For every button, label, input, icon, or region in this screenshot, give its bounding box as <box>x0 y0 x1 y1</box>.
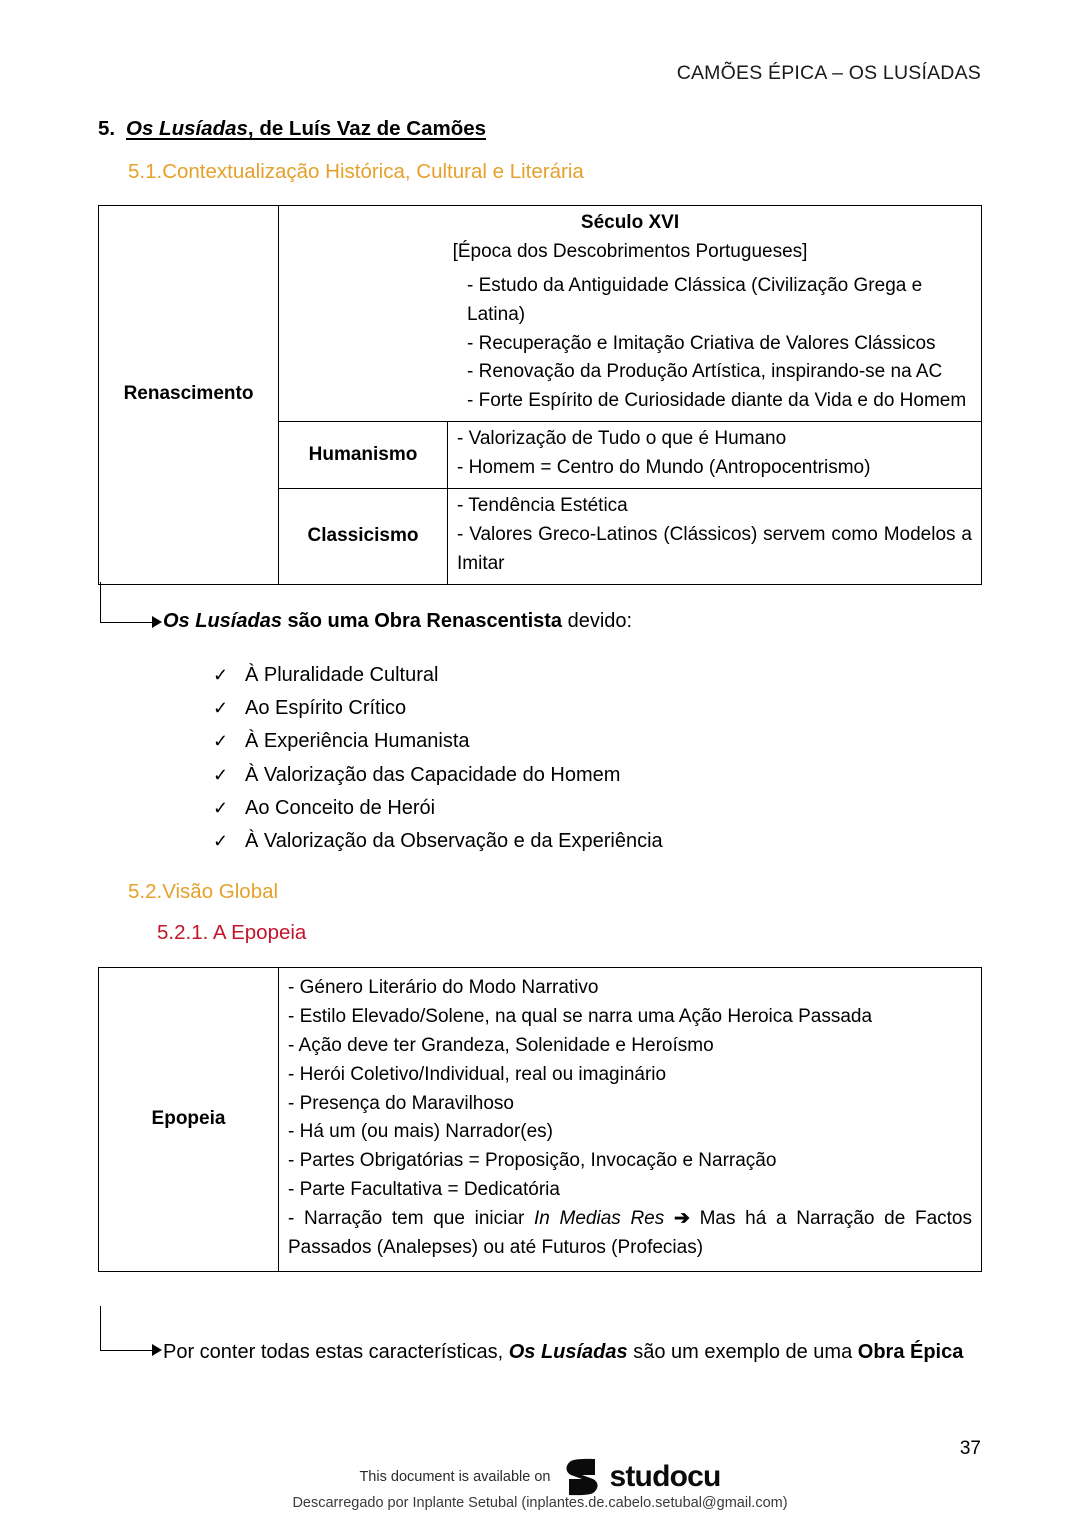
page-title <box>98 117 486 141</box>
epopeia-line: - Há um (ou mais) Narrador(es) <box>288 1121 553 1143</box>
check-icon: ✓ <box>213 731 229 752</box>
epopeia-line: - Estilo Elevado/Solene, na qual se narra uma Ação Heroica Passada <box>288 1005 873 1027</box>
arrow-right-icon: ➔ <box>673 1208 690 1229</box>
humanismo-line: - Homem = Centro do Mundo (Antropocentrismo) <box>457 457 871 478</box>
renascimento-line: - Estudo da Antiguidade Clássica (Civilização Grega e Latina) <box>467 274 923 325</box>
renascimento-main-title: Século XVI <box>580 212 680 233</box>
arrow-head-icon <box>152 616 162 628</box>
check-icon: ✓ <box>213 698 229 719</box>
renascimento-line: [Época dos Descobrimentos Portugueses] <box>452 240 808 262</box>
list-item-label: À Pluralidade Cultural <box>245 664 439 686</box>
running-header: CAMÕES ÉPICA – OS LUSÍADAS <box>676 62 981 84</box>
section-title-rest: , de Luís Vaz de Camões <box>247 117 487 140</box>
check-icon: ✓ <box>213 665 229 685</box>
studocu-brand-text: studocu <box>609 1460 721 1493</box>
table-epopeia <box>98 967 982 1272</box>
page-number: 37 <box>959 1438 981 1459</box>
table-row <box>99 206 982 422</box>
epopeia-line: - Partes Obrigatórias = Proposição, Invocação e Narração <box>288 1150 777 1172</box>
renascimento-line: - Forte Espírito de Curiosidade diante da Vida e do Homem <box>467 390 967 412</box>
callout-bold: são uma Obra Renascentista <box>281 610 563 632</box>
studocu-watermark <box>0 1455 1080 1499</box>
cell-label-renascimento: Renascimento <box>99 206 279 585</box>
callout-middle: são um exemplo de uma <box>627 1341 858 1363</box>
epopeia-suffix: Mas há a Narração de Factos Passados (Analepses) ou até Futuros (Profecias) <box>288 1208 972 1258</box>
list-item <box>213 659 663 692</box>
list-item <box>213 725 663 758</box>
epopeia-line-medias-res <box>288 1205 972 1263</box>
epopeia-line: - Género Literário do Modo Narrativo <box>288 977 599 998</box>
callout-epopeia <box>163 1336 981 1369</box>
heading-5-2-1: 5.2.1. A Epopeia <box>157 921 307 944</box>
studocu-mark-icon <box>562 1455 602 1499</box>
list-item-label: Ao Espírito Crítico <box>245 697 407 720</box>
cell-label-epopeia: Epopeia <box>99 968 279 1272</box>
list-item <box>213 692 663 725</box>
callout-plain: devido: <box>562 610 633 632</box>
arrow-head-icon <box>152 1344 162 1356</box>
classicismo-line: - Valores Greco-Latinos (Clássicos) servem como Modelos a Imitar <box>457 523 972 574</box>
studocu-logo <box>562 1455 720 1499</box>
list-item <box>213 825 663 858</box>
heading-5-2: 5.2.Visão Global <box>128 880 279 903</box>
epopeia-line: - Parte Facultativa = Dedicatória <box>288 1179 560 1201</box>
heading-5-1: 5.1.Contextualização Histórica, Cultural e Literária <box>128 160 584 183</box>
callout-bold-italic: Os Lusíadas <box>508 1341 628 1363</box>
cell-label-humanismo: Humanismo <box>279 422 448 489</box>
check-icon: ✓ <box>213 797 229 818</box>
classicismo-line: - Tendência Estética <box>457 494 628 516</box>
check-icon: ✓ <box>213 830 229 851</box>
list-item <box>213 759 663 792</box>
list-item-label: À Experiência Humanista <box>245 730 470 753</box>
connector-line-renascimento <box>100 582 155 623</box>
epopeia-line: - Presença do Maravilhoso <box>288 1092 514 1114</box>
section-title-italic: Os Lusíadas <box>126 117 248 140</box>
cell-label-classicismo: Classicismo <box>279 488 448 584</box>
cell-epopeia-content <box>279 968 982 1272</box>
connector-line-epopeia <box>100 1306 155 1351</box>
checklist-renascentista <box>213 659 663 858</box>
epopeia-prefix: - Narração tem que iniciar <box>288 1208 534 1229</box>
section-number: 5. <box>98 117 116 140</box>
available-on-label: This document is available on <box>359 1469 551 1485</box>
callout-prefix: Por conter todas estas características, <box>163 1341 509 1363</box>
epopeia-line: - Ação deve ter Grandeza, Solenidade e Heroísmo <box>288 1034 714 1056</box>
callout-bold-italic: Os Lusíadas <box>163 610 282 632</box>
renascimento-line: - Renovação da Produção Artística, inspirando-se na AC <box>467 361 943 383</box>
renascimento-line: - Recuperação e Imitação Criativa de Valores Clássicos <box>467 332 936 354</box>
check-icon: ✓ <box>213 764 229 785</box>
downloaded-by-text: Descarregado por Inplante Setubal (inplantes.de.cabelo.setubal@gmail.com) <box>292 1495 788 1511</box>
list-item-label: Ao Conceito de Herói <box>245 796 436 819</box>
list-item-label: À Valorização da Observação e da Experiência <box>245 829 663 852</box>
callout-bold: Obra Épica <box>857 1341 964 1363</box>
table-renascimento <box>98 205 982 585</box>
cell-classicismo-content <box>448 488 982 584</box>
list-item-label: À Valorização das Capacidade do Homem <box>245 763 621 786</box>
cell-humanismo-content <box>448 422 982 489</box>
list-item <box>213 792 663 825</box>
epopeia-italic-term: In Medias Res <box>533 1208 665 1229</box>
epopeia-line: - Herói Coletivo/Individual, real ou imaginário <box>288 1063 667 1085</box>
cell-renascimento-main <box>279 206 982 422</box>
callout-renascimento <box>163 610 632 633</box>
humanismo-line: - Valorização de Tudo o que é Humano <box>457 428 787 450</box>
table-row <box>99 968 982 1272</box>
